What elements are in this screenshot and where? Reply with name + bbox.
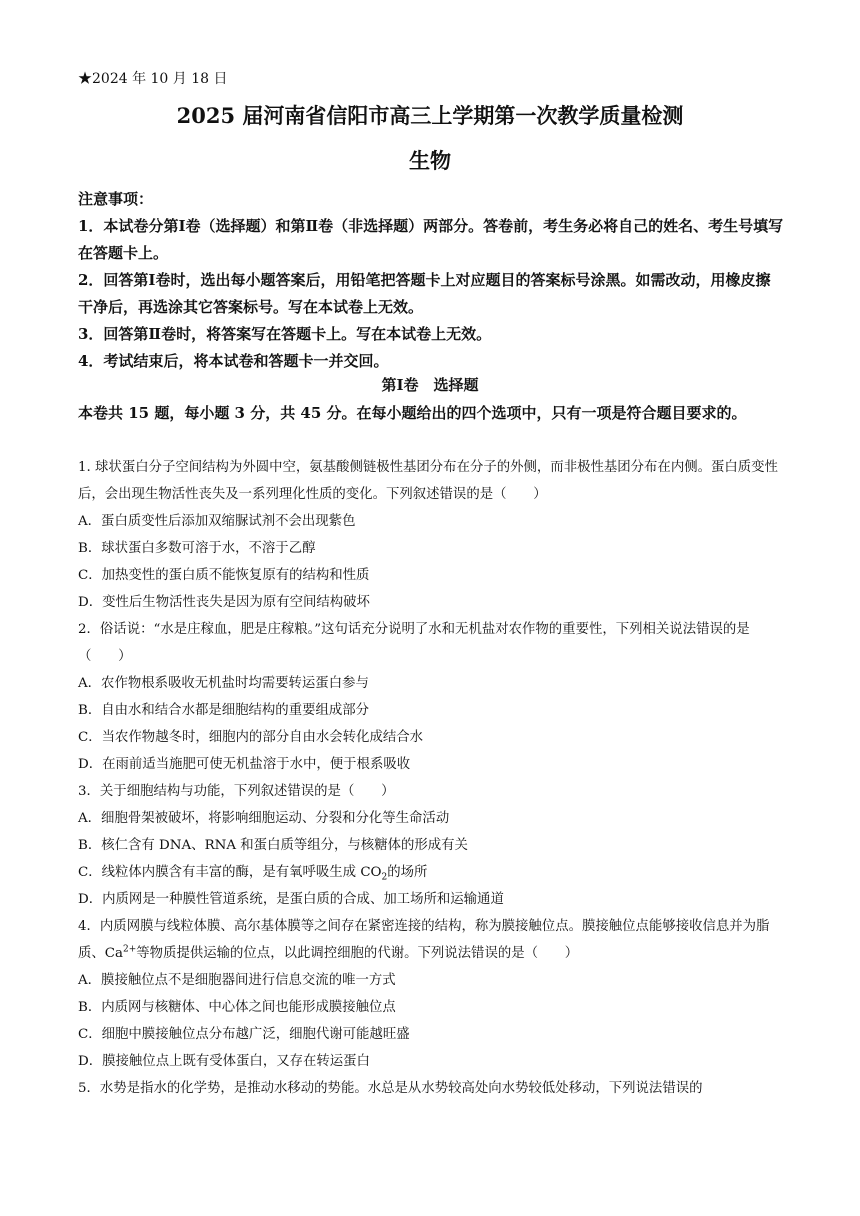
option-d: D．变性后生物活性丧失是因为原有空间结构破坏	[78, 595, 370, 610]
option-c	[78, 859, 784, 886]
question-list	[78, 454, 784, 1102]
question-stem: 2．俗话说：“水是庄稼血，肥是庄稼粮。”这句话充分说明了水和无机盐对农作物的重要性，下列相关说法错误的是（ ）	[78, 622, 750, 664]
option-c: C．当农作物越冬时，细胞内的部分自由水会转化成结合水	[78, 730, 424, 745]
option-a: A．细胞骨架被破坏，将影响细胞运动、分裂和分化等生命活动	[78, 811, 450, 826]
exam-title: 2025 届河南省信阳市高三上学期第一次教学质量检测	[176, 103, 684, 128]
option-a: A．蛋白质变性后添加双缩脲试剂不会出现紫色	[78, 514, 356, 529]
question-stem	[78, 913, 784, 967]
option-c: C．细胞中膜接触位点分布越广泛，细胞代谢可能越旺盛	[78, 1027, 410, 1042]
notice-item: 4．考试结束后，将本试卷和答题卡一并交回。	[78, 352, 389, 370]
stem-part: 4．内质网膜与线粒体膜、高尔基体膜等之间存在紧密连接的结构，称为膜接触位点。膜接触位点能够接收信息并为脂质、Ca	[78, 919, 770, 961]
option-d: D．内质网是一种膜性管道系统，是蛋白质的合成、加工场所和运输通道	[78, 892, 504, 907]
option-a: A．膜接触位点不是细胞器间进行信息交流的唯一方式	[78, 973, 396, 988]
option-d: D．在雨前适当施肥可使无机盐溶于水中，便于根系吸收	[78, 757, 411, 772]
question-stem: 3．关于细胞结构与功能，下列叙述错误的是（ ）	[78, 784, 395, 799]
notice-item: 2．回答第Ⅰ卷时，选出每小题答案后，用铅笔把答题卡上对应题目的答案标号涂黑。如需改动，用橡皮擦干净后，再选涂其它答案标号。写在本试卷上无效。	[78, 271, 771, 316]
question-stem: 5．水势是指水的化学势，是推动水移动的势能。水总是从水势较高处向水势较低处移动，下列说法错误的	[78, 1081, 703, 1096]
option-c-tail: 的场所	[387, 865, 428, 880]
question-stem: 1. 球状蛋白分子空间结构为外圆中空，氨基酸侧链极性基团分布在分子的外侧，而非极性基团分布在内侧。蛋白质变性后，会出现生物活性丧失及一系列理化性质的变化。下列叙述错误的是（ ）	[78, 460, 778, 502]
option-c-text: C．线粒体内膜含有丰富的酶，是有氧呼吸生成 CO	[78, 865, 382, 880]
notice-section	[78, 186, 784, 375]
option-b: B．球状蛋白多数可溶于水，不溶于乙醇	[78, 541, 316, 556]
notice-item: 1．本试卷分第Ⅰ卷（选择题）和第Ⅱ卷（非选择题）两部分。答卷前，考生务必将自己的姓名、考生号填写在答题卡上。	[78, 217, 784, 262]
option-c: C．加热变性的蛋白质不能恢复原有的结构和性质	[78, 568, 370, 583]
notice-item: 3．回答第Ⅱ卷时，将答案写在答题卡上。写在本试卷上无效。	[78, 325, 492, 343]
subscript: 2	[381, 872, 388, 883]
notice-heading: 注意事项：	[78, 190, 154, 208]
option-b: B．自由水和结合水都是细胞结构的重要组成部分	[78, 703, 370, 718]
section-title: 第Ⅰ卷 选择题	[381, 376, 479, 394]
exam-date: ★2024 年 10 月 18 日	[78, 71, 228, 87]
option-a: A．农作物根系吸收无机盐时均需要转运蛋白参与	[78, 676, 369, 691]
option-b: B．内质网与核糖体、中心体之间也能形成膜接触位点	[78, 1000, 396, 1015]
exam-subject: 生物	[409, 148, 451, 173]
option-b: B．核仁含有 DNA、RNA 和蛋白质等组分，与核糖体的形成有关	[78, 838, 468, 853]
option-d: D．膜接触位点上既有受体蛋白，又存在转运蛋白	[78, 1054, 370, 1069]
section-intro: 本卷共 15 题，每小题 3 分，共 45 分。在每小题给出的四个选项中，只有一项是符合题目要求的。	[78, 404, 747, 422]
superscript: 2+	[123, 944, 137, 955]
stem-part: 等物质提供运输的位点，以此调控细胞的代谢。下列说法错误的是（ ）	[136, 946, 579, 961]
